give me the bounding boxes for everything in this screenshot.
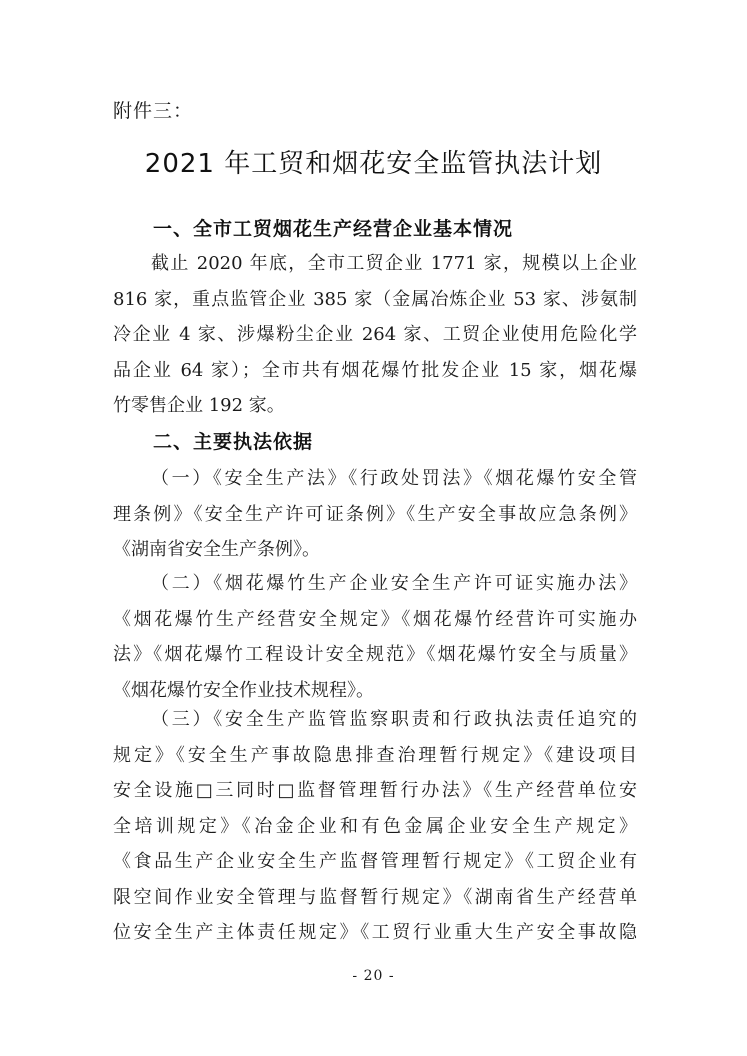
text-line: 竹零售企业 192 家。 bbox=[113, 395, 285, 416]
paragraph-basis-1 bbox=[113, 461, 637, 568]
document-title: 2021 年工贸和烟花安全监管执法计划 bbox=[144, 149, 603, 179]
text-line: （二）《烟花爆竹生产企业安全生产许可证实施办法》 bbox=[151, 573, 637, 594]
page-number: - 20 - bbox=[352, 968, 395, 984]
text-line: （一）《安全生产法》《行政处罚法》《烟花爆竹安全管 bbox=[151, 468, 637, 489]
paragraph-basis-3 bbox=[113, 702, 637, 951]
text-line: 理条例》《安全生产许可证条例》《生产安全事故应急条例》 bbox=[113, 503, 637, 525]
text-line: 品企业 64 家）；全市共有烟花爆竹批发企业 15 家，烟花爆 bbox=[113, 359, 637, 381]
text-line: 《湖南省安全生产条例》。 bbox=[113, 539, 320, 560]
text-line: 规定》《安全生产事故隐患排查治理暂行规定》《建设项目 bbox=[113, 744, 637, 766]
text-line: 截止 2020 年底，全市工贸企业 1771 家，规模以上企业 bbox=[151, 253, 637, 274]
text-line: 《烟花爆竹安全作业技术规程》。 bbox=[113, 679, 374, 701]
text-line: 冷企业 4 家、涉爆粉尘企业 264 家、工贸企业使用危险化学 bbox=[113, 324, 637, 345]
attachment-label: 附件三： bbox=[113, 100, 194, 122]
paragraph-basis-2 bbox=[113, 566, 637, 708]
text-line: 《食品生产企业安全生产监督管理暂行规定》《工贸企业有 bbox=[113, 851, 637, 872]
text-line: 限空间作业安全管理与监督暂行规定》《湖南省生产经营单 bbox=[113, 886, 637, 908]
paragraph-basic-info bbox=[113, 246, 637, 424]
text-line: 《烟花爆竹生产经营安全规定》《烟花爆竹经营许可实施办 bbox=[113, 608, 637, 630]
text-line: 安全设施□三同时□监督管理暂行办法》《生产经营单位安 bbox=[113, 780, 637, 801]
text-line: 全培训规定》《冶金企业和有色金属企业安全生产规定》 bbox=[113, 815, 637, 837]
text-line: 法》《烟花爆竹工程设计安全规范》《烟花爆竹安全与质量》 bbox=[113, 644, 637, 665]
text-line: 816 家，重点监管企业 385 家（金属冶炼企业 53 家、涉氨制 bbox=[113, 288, 637, 310]
text-line: （三）《安全生产监管监察职责和行政执法责任追究的 bbox=[151, 709, 637, 730]
section-heading-enforcement-basis: 二、主要执法依据 bbox=[153, 431, 314, 453]
section-heading-basic-info: 一、全市工贸烟花生产经营企业基本情况 bbox=[153, 218, 514, 240]
text-line: 位安全生产主体责任规定》《工贸行业重大生产安全事故隐 bbox=[113, 922, 637, 943]
